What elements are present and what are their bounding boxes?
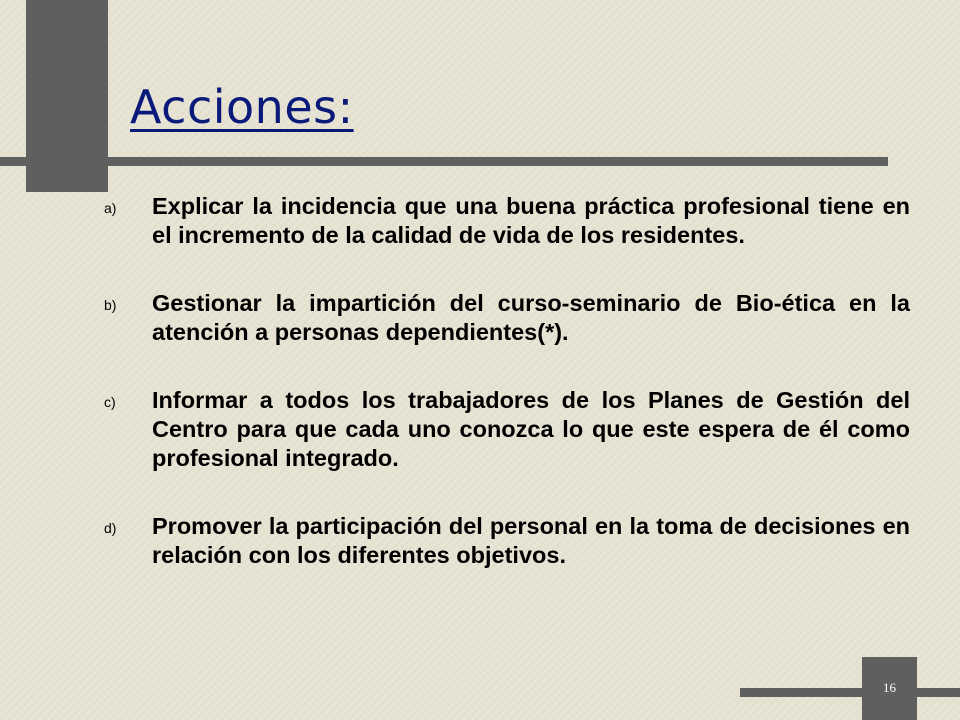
list-item-text: Explicar la incidencia que una buena práctica profesional tiene en el incremento de la calidad de vida de los residentes. [152,193,910,248]
action-list [104,192,910,609]
list-marker: a) [104,200,117,216]
page-number: 16 [883,680,896,695]
list-item-text: Promover la participación del personal en la toma de decisiones en relación con los diferentes objetivos. [152,513,910,568]
list-marker: b) [104,297,117,313]
list-marker: d) [104,520,117,536]
list-item-d [104,512,910,570]
slide-title: Acciones: [130,80,354,134]
list-item-text: Informar a todos los trabajadores de los Planes de Gestión del Centro para que cada uno conozca lo que este espera de él como profesional integrado. [152,387,910,471]
list-item-text: Gestionar la impartición del curso-seminario de Bio-ética en la atención a personas dependientes(*). [152,290,910,345]
list-item-b [104,289,910,347]
list-item-a [104,192,910,250]
list-marker: c) [104,394,116,410]
decorative-line-top [0,157,888,166]
decorative-line-bottom [740,688,960,697]
list-item-c [104,386,910,473]
